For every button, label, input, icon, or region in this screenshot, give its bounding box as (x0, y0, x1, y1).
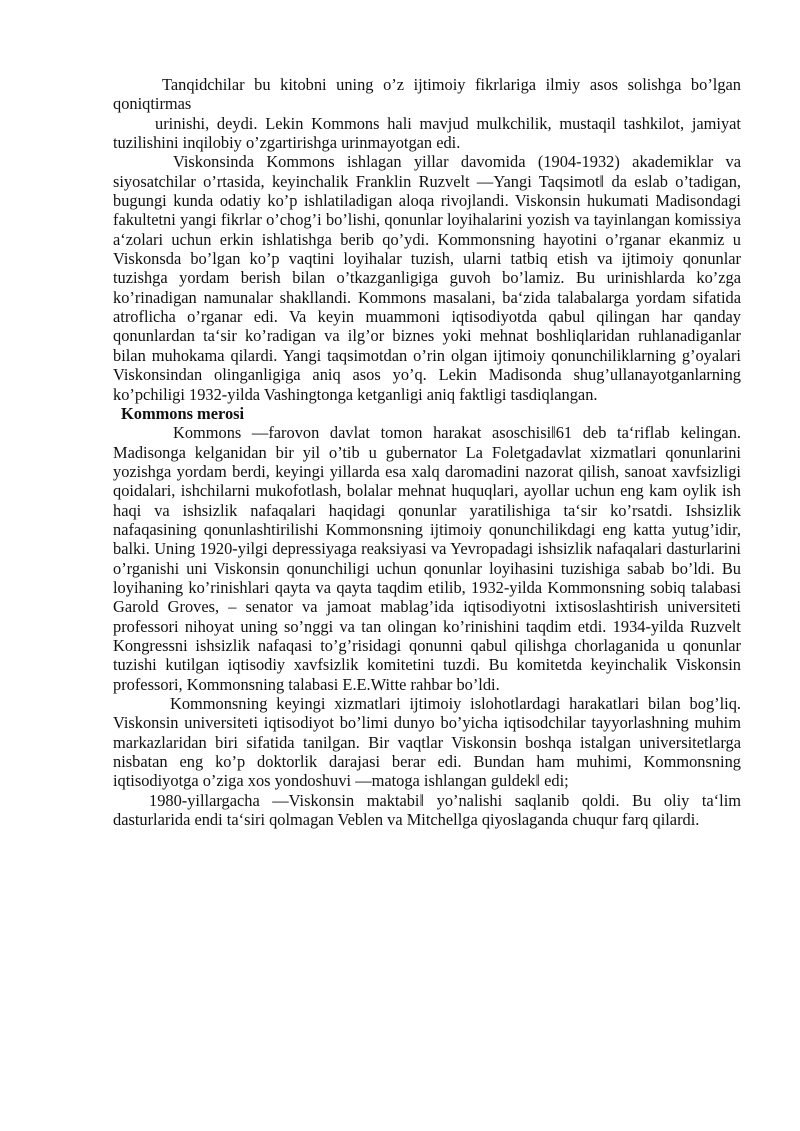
paragraph-later-services: Kommonsning keyingi xizmatlari ijtimoiy islohotlardagi harakatlari bilan bog’liq. Viskonsin universiteti iqtisodiyot bo’limi dunyo bo’yicha iqtisodchilar tayyorlashning muhim markazlaridan biri sifatida tanilgan. Bir vaqtlar Viskonsin boshqa istalgan universitetlarga nisbatan eng ko’p doktorlik darajasi berar edi. Bundan ham muhimi, Kommonsning iqtisodiyotga o’ziga xos yondoshuvi ―matoga ishlangan guldek‖ edi; (113, 694, 741, 791)
section-heading-commons-legacy: Kommons merosi (121, 403, 245, 423)
paragraph-wisconsin-years: Viskonsinda Kommons ishlagan yillar davomida (1904-1932) akademiklar va siyosatchilar o’rtasida, keyinchalik Franklin Ruzvelt ―Yangi Taqsimot‖ da eslab o’tadigan, bugungi kunda odatiy ko’p ishlatiladigan aloqa rivojlandi. Viskonsin hukumati Madisondagi fakultetni yangi fikrlar o’chog’i bo’lishi, qonunlar loyihalarini yozish va tayinlangan komissiya a‘zolari uchun erkin ishlatishga berib qo’ydi. Kommonsning hayotini o’rganar ekanmiz u Viskonsda bo’lgan ko’p vaqtini loyihalar tuzish, ularni tatbiq etish va ijtimoiy qonunlar tuzishga yordam berish bilan o’tkazganligiga guvoh bo’lamiz. Bu urinishlarda ko’zga ko’rinadigan namunalar shakllandi. Kommons masalani, ba‘zida talabalarga yordam sifatida atroflicha o’rganar edi. Va keyin muammoni iqtisodiyotda qabul qilingan har qanday qonunlardan ta‘sir ko’radigan va ilg’or biznes yoki mehnat boshliqlaridan ruhlanadiganlar bilan muhokama qilardi. Yangi taqsimotdan o’rin olgan ijtimoiy qonunchiliklarning g’oyalari Viskonsindan olinganligiga aniq asos yo’q. Lekin Madisonda shug’ullanayotganlarning ko’pchiligi 1932-yilda Vashingtonga ketganligi aniq faktligi tasdiqlangan. (113, 152, 741, 404)
paragraph-wisconsin-school: 1980-yillargacha ―Viskonsin maktabi‖ yo’nalishi saqlanib qoldi. Bu oliy ta‘lim dasturlarida endi ta‘siri qolmagan Veblen va Mitchellga qiyoslaganda chuqur farq qilardi. (113, 790, 741, 830)
paragraph-critics-continued: urinishi, deydi. Lekin Kommons hali mavjud mulkchilik, mustaqil tashkilot, jamiyat tuzilishini inqilobiy o’zgartirishga urinmayotgan edi. (113, 113, 741, 153)
paragraph-welfare-state: Kommons ―farovon davlat tomon harakat asoschisi‖61 deb ta‘riflab kelingan. Madisonga kelganidan bir yil o’tib u gubernator La Foletgadavlat xizmatlari qonunlarini yozishga yordam berdi, keyingi yillarda esa xalq daromadini nazorat qilish, sanoat xavfsizligi qoidalari, ishchilarni mukofotlash, bolalar mehnat huquqlari, ayollar uchun eng kam oylik ish haqi va ishsizlik nafaqalari haqidagi qonunlar yaratilishiga ta‘sir ko’rsatdi. Ishsizlik nafaqasining qonunlashtirilishi Kommonsning ijtimoiy qonunchilikdagi eng katta yutug’idir, balki. Uning 1920-yilgi depressiyaga reaksiyasi va Yevropadagi ishsizlik nafaqalari dasturlarini o’rganishi uni Viskonsin qonunchiligi uchun qonunlar loyihasini tuzishiga sabab bo’ldi. Bu loyihaning ko’rinishlari qayta va qayta taqdim etilib, 1932-yilda Kommonsning sobiq talabasi Garold Groves, – senator va jamoat mablag’ida iqtisodiyotni ixtisoslashtirish universiteti professori nihoyat uning so’nggi va tan olingan ko’rinishini taqdim etdi. 1934-yilda Ruzvelt Kongressni ishsizlik nafaqasi to’g’risidagi qonunni qabul qilishga chorlaganida u qonunlar tuzishi kutilgan iqtisodiy xavfsizlik komitetini tuzdi. Bu komitetda keyinchalik Viskonsin professori, Kommonsning talabasi E.E.Witte rahbar bo’ldi. (113, 423, 741, 694)
paragraph-critics-intro: Tanqidchilar bu kitobni uning o’z ijtimoiy fikrlariga ilmiy asos solishga bo’lgan qoniqtirmas (113, 75, 741, 114)
document-page (113, 75, 741, 829)
